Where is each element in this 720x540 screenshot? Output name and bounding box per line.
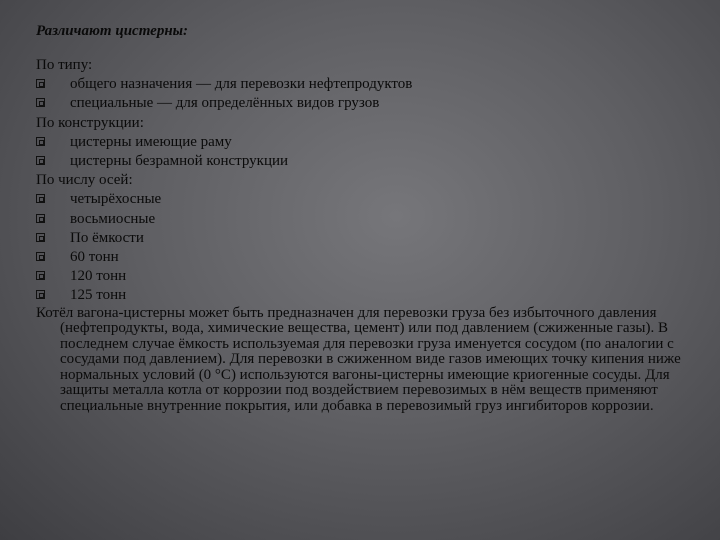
list-item <box>36 133 696 152</box>
list-item <box>36 267 696 286</box>
list-item-text: 125 тонн <box>70 287 127 304</box>
checkbox-bullet-icon <box>36 79 45 88</box>
list-item <box>36 229 696 248</box>
list-item-text: цистерны безрамной конструкции <box>70 153 289 170</box>
list-item-text: 120 тонн <box>70 268 127 285</box>
description-paragraph: Котёл вагона-цистерны может быть предназначен для перевозки груза без избыточного давления (нефтепродукты, вода, химические вещества, цемент) или под давлением (сжиженные газы). В последнем случае ёмкость используемая для перевозки груза именуется сосудом (по аналогии с сосудами под давлением). Для перевозки в сжиженном виде газов имеющих точку кипения ниже нормальных условий (0 °C) используются вагоны-цистерны имеющие криогенные сосуды. Для защиты металла котла от коррозии под воздействием перевозимых в нём веществ применяют специальные внутренние покрытия, или добавка в перевозимый груз ингибиторов коррозии. <box>36 304 681 414</box>
list-item-text: специальные — для определённых видов грузов <box>70 95 380 112</box>
list-item <box>36 286 696 305</box>
checkbox-bullet-icon <box>36 252 45 261</box>
list-item-text: общего назначения — для перевозки нефтепродуктов <box>70 76 413 93</box>
slide-content <box>36 22 696 414</box>
checkbox-bullet-icon <box>36 271 45 280</box>
list-item <box>36 94 696 113</box>
list-item-text: восьмиосные <box>70 210 156 227</box>
checkbox-bullet-icon <box>36 98 45 107</box>
checkbox-bullet-icon <box>36 290 45 299</box>
list-item <box>36 152 696 171</box>
list-item <box>36 75 696 94</box>
checkbox-bullet-icon <box>36 233 45 242</box>
list-item <box>36 248 696 267</box>
list-item-text: четырёхосные <box>70 191 162 208</box>
list-item-text: цистерны имеющие раму <box>70 133 232 150</box>
list-item-text: 60 тонн <box>70 249 119 266</box>
slide-heading: Различают цистерны: <box>36 23 189 39</box>
group-label-axles: По числу осей: <box>36 172 133 189</box>
list-item <box>36 210 696 229</box>
checkbox-bullet-icon <box>36 137 45 146</box>
list-item-text: По ёмкости <box>70 229 144 246</box>
group-label-construction: По конструкции: <box>36 114 144 131</box>
group-label-type: По типу: <box>36 57 93 73</box>
list-item <box>36 190 696 209</box>
checkbox-bullet-icon <box>36 214 45 223</box>
checkbox-bullet-icon <box>36 156 45 165</box>
checkbox-bullet-icon <box>36 194 45 203</box>
